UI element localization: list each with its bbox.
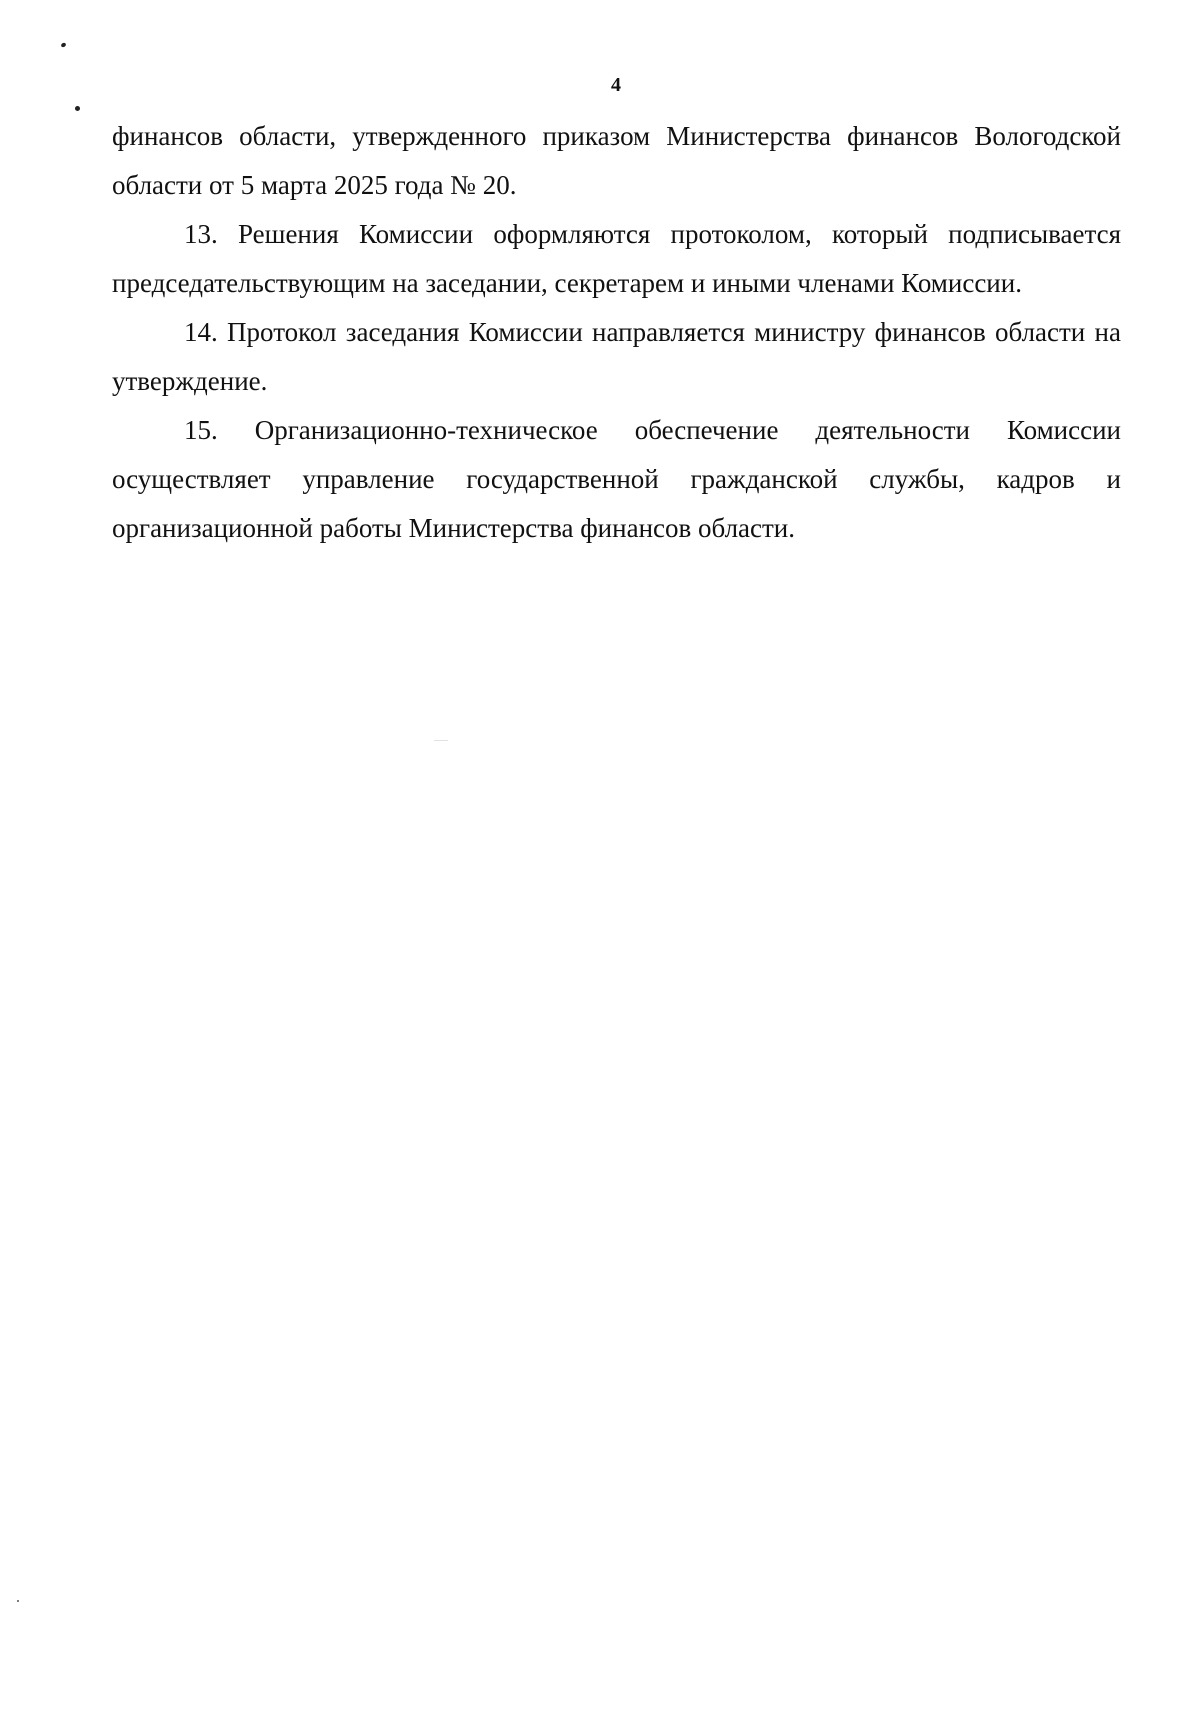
page-number: 4: [611, 74, 621, 96]
scan-mark: [75, 106, 80, 111]
scan-mark: [17, 1600, 19, 1602]
scan-mark: [60, 42, 66, 48]
paragraph-continuation: финансов области, утвержденного приказом Министерства финансов Вологодской области от 5 марта 2025 года № 20.: [112, 121, 1121, 200]
scan-artifact: [434, 740, 448, 741]
paragraph-15: 15. Организационно-техническое обеспечение деятельности Комиссии осуществляет управление государственной гражданской службы, кадров и организационной работы Министерства финансов области.: [112, 415, 1121, 543]
paragraph-14: 14. Протокол заседания Комиссии направляется министру финансов области на утверждение.: [112, 317, 1121, 396]
document-body: [112, 112, 1121, 553]
paragraph-13: 13. Решения Комиссии оформляются протоколом, который подписывается председательствующим на заседании, секретарем и иными членами Комиссии.: [112, 219, 1121, 298]
